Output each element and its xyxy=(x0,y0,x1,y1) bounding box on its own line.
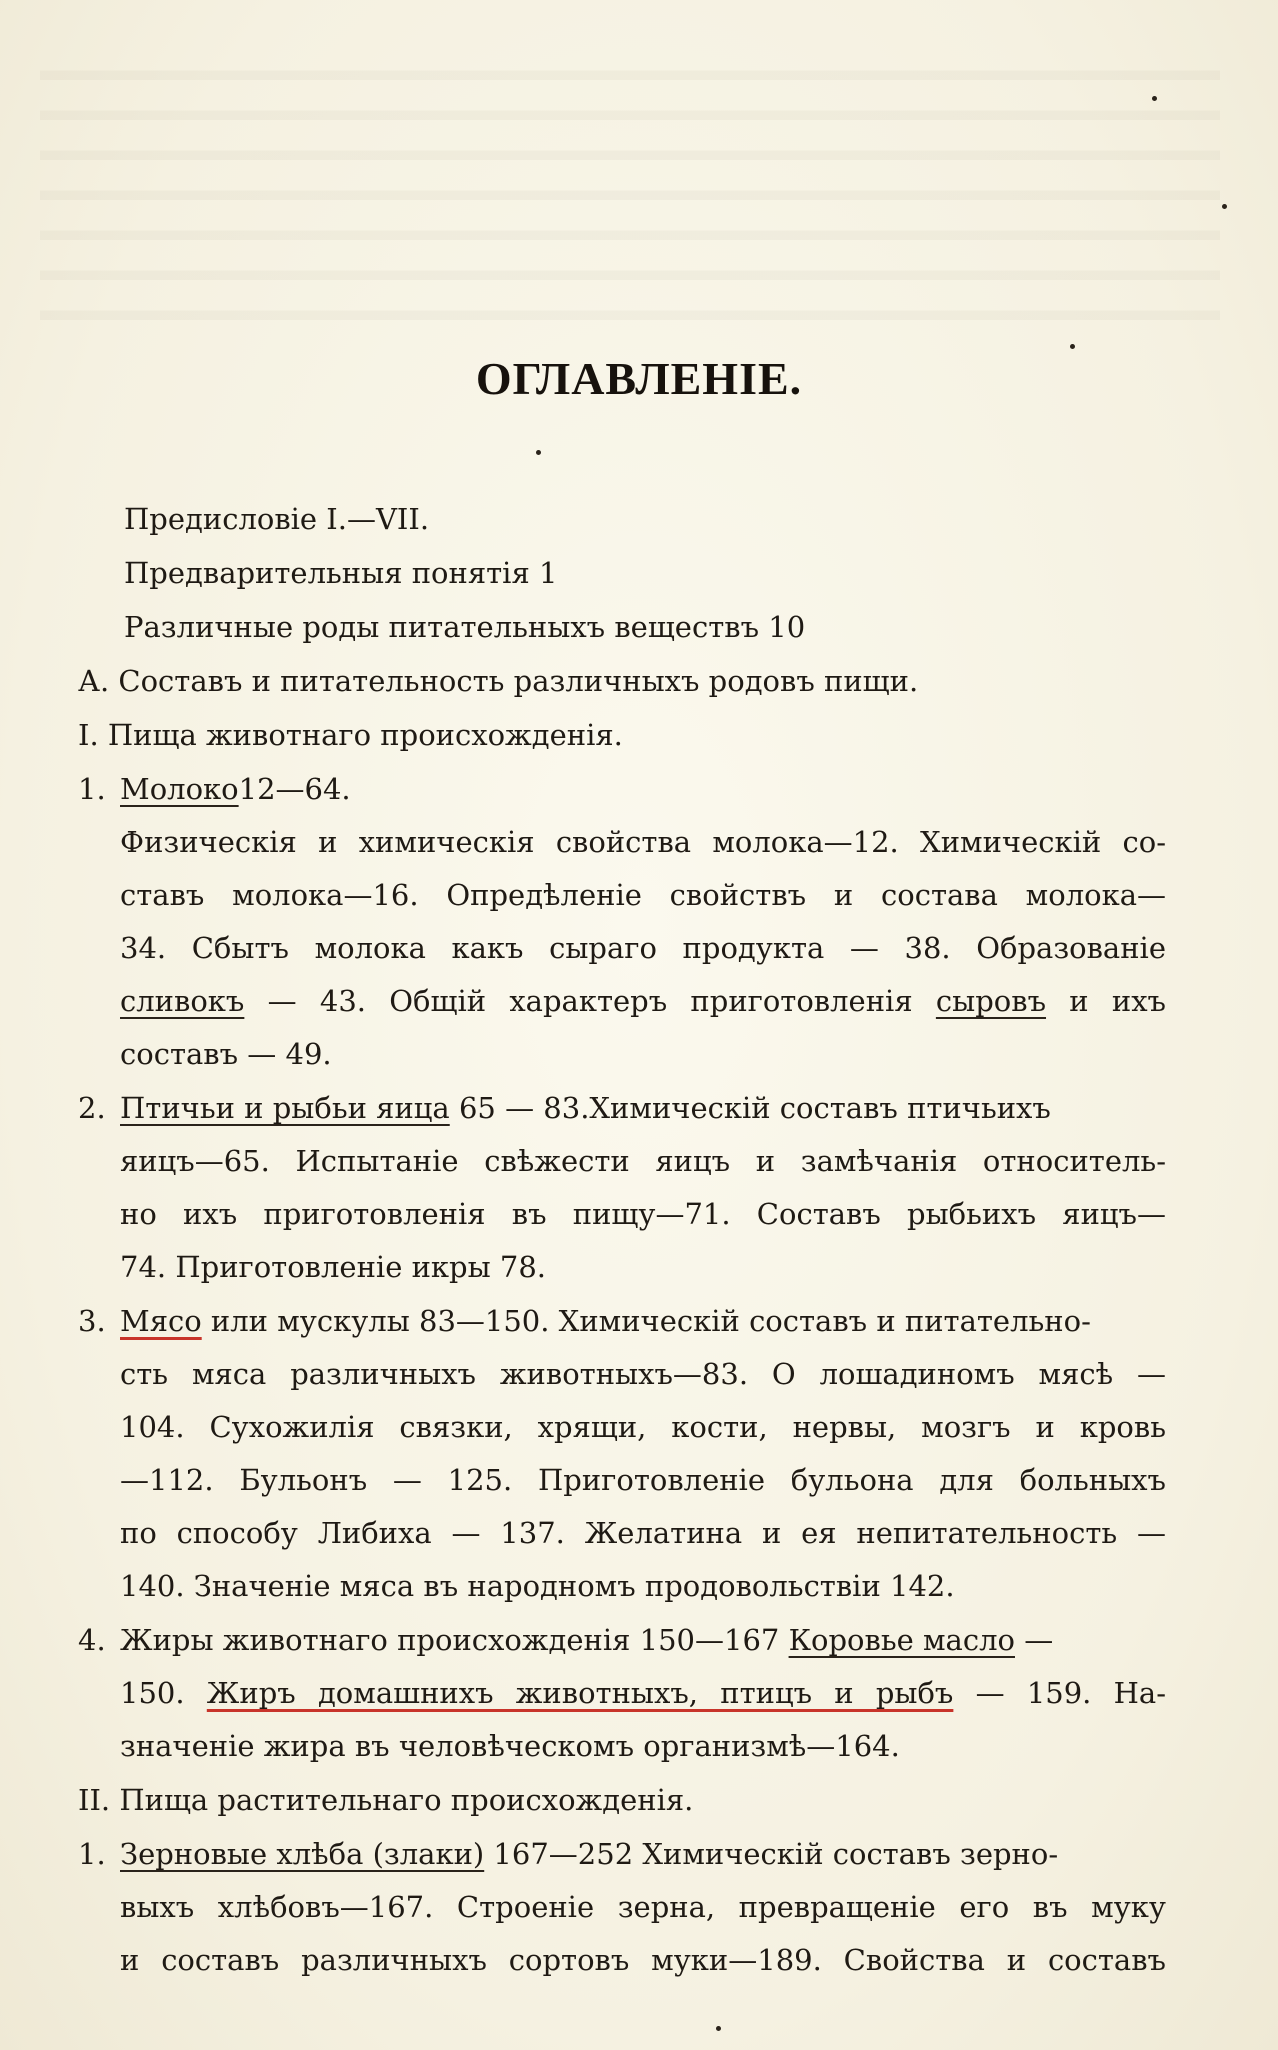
item-text-line: составъ — 49. xyxy=(120,1037,332,1071)
item-number: 4. xyxy=(78,1623,106,1657)
item-number: 1. xyxy=(78,772,106,806)
item-text-line: Физическія и химическія свойства молока—12. Химическій со- xyxy=(120,825,1166,859)
item-title: Жиры животнаго происхожденія 150—167 xyxy=(120,1623,789,1657)
text-span: — xyxy=(1014,1623,1054,1657)
item-title: Мясо xyxy=(120,1304,202,1338)
item-text-line: значеніе жира въ человѣческомъ организмѣ—164. xyxy=(120,1729,900,1763)
item-number: 3. xyxy=(78,1304,106,1338)
item-pages: 12—64. xyxy=(238,772,351,806)
ink-speck xyxy=(1070,344,1075,349)
toc-item-milk xyxy=(78,762,1178,816)
item-text-line: по способу Либиха — 137. Желатина и ея непитательность — xyxy=(120,1516,1166,1550)
ink-speck xyxy=(716,2026,721,2031)
item-pages: 65 — 83.Химическій составъ птичьихъ xyxy=(449,1091,1051,1125)
underlined-term: Жиръ домашнихъ животныхъ, птицъ и рыбъ xyxy=(206,1676,954,1710)
toc-item-grains xyxy=(78,1827,1178,1881)
item-text-line: сть мяса различныхъ животныхъ—83. О лошадиномъ мясѣ — xyxy=(120,1357,1166,1391)
toc-entry-preliminary: Предварительныя понятія 1 xyxy=(124,556,558,590)
item-title: Птичьи и рыбьи яица xyxy=(120,1091,450,1125)
item-text-line: 34. Сбытъ молока какъ сыраго продукта — 38. Образованіе xyxy=(120,931,1166,965)
toc-item-eggs xyxy=(78,1081,1178,1135)
table-of-contents xyxy=(78,492,1178,1987)
item-text-line: но ихъ приготовленія въ пищу—71. Составъ рыбьихъ яицъ— xyxy=(120,1197,1166,1231)
item-title: Зерновые хлѣба (злаки) xyxy=(120,1837,485,1871)
item-text-line: 140. Значеніе мяса въ народномъ продовольствіи 142. xyxy=(120,1569,955,1603)
page-title: ОГЛАВЛЕНІЕ. xyxy=(475,353,803,404)
toc-entry-preface: Предисловіе І.—VII. xyxy=(124,502,430,536)
section-a-heading: А. Составъ и питательность различныхъ родовъ пищи. xyxy=(78,664,919,698)
item-text-line: ставъ молока—16. Опредѣленіе свойствъ и состава молока— xyxy=(120,878,1166,912)
ink-speck xyxy=(1222,204,1227,209)
ink-speck xyxy=(1152,96,1157,101)
item-text-line: выхъ хлѣбовъ—167. Строеніе зерна, превращеніе его въ муку xyxy=(120,1890,1166,1924)
text-span: 150. xyxy=(120,1676,207,1710)
underlined-term: сыровъ xyxy=(935,984,1047,1018)
item-text-line: —112. Бульонъ — 125. Приготовленіе бульона для больныхъ xyxy=(120,1463,1166,1497)
item-pages: 167—252 Химическій составъ зерно- xyxy=(484,1837,1059,1871)
section-i-heading: І. Пища животнаго происхожденія. xyxy=(78,718,623,752)
bleed-through-texture xyxy=(40,40,1220,340)
underlined-term: сливокъ xyxy=(120,984,245,1018)
text-span: и ихъ xyxy=(1046,984,1167,1018)
item-text-line: 104. Сухожилія связки, хрящи, кости, нервы, мозгъ и кровь xyxy=(120,1410,1166,1444)
text-span: — 43. Общій характеръ приготовленія xyxy=(244,984,936,1018)
item-text-line xyxy=(78,1667,1166,1720)
item-text-line: 74. Приготовленіе икры 78. xyxy=(120,1250,547,1284)
section-ii-heading: ІІ. Пища растительнаго происхожденія. xyxy=(78,1783,694,1817)
toc-entry-nutrients: Различные роды питательныхъ веществъ 10 xyxy=(124,610,806,644)
text-span: — 159. На- xyxy=(953,1676,1166,1710)
item-text-line: яицъ—65. Испытаніе свѣжести яицъ и замѣчанія относитель- xyxy=(120,1144,1166,1178)
item-number: 1. xyxy=(78,1837,106,1871)
item-text-line: и составъ различныхъ сортовъ муки—189. Свойства и составъ xyxy=(120,1943,1166,1977)
item-number: 2. xyxy=(78,1091,106,1125)
ink-speck xyxy=(536,450,541,455)
item-text-line xyxy=(78,975,1166,1028)
item-pages: или мускулы 83—150. Химическій составъ и питательно- xyxy=(201,1304,1091,1338)
item-title: Молоко xyxy=(120,772,239,806)
underlined-term: Коровье масло xyxy=(788,1623,1015,1657)
toc-item-meat xyxy=(78,1294,1178,1348)
toc-item-fats xyxy=(78,1613,1178,1667)
